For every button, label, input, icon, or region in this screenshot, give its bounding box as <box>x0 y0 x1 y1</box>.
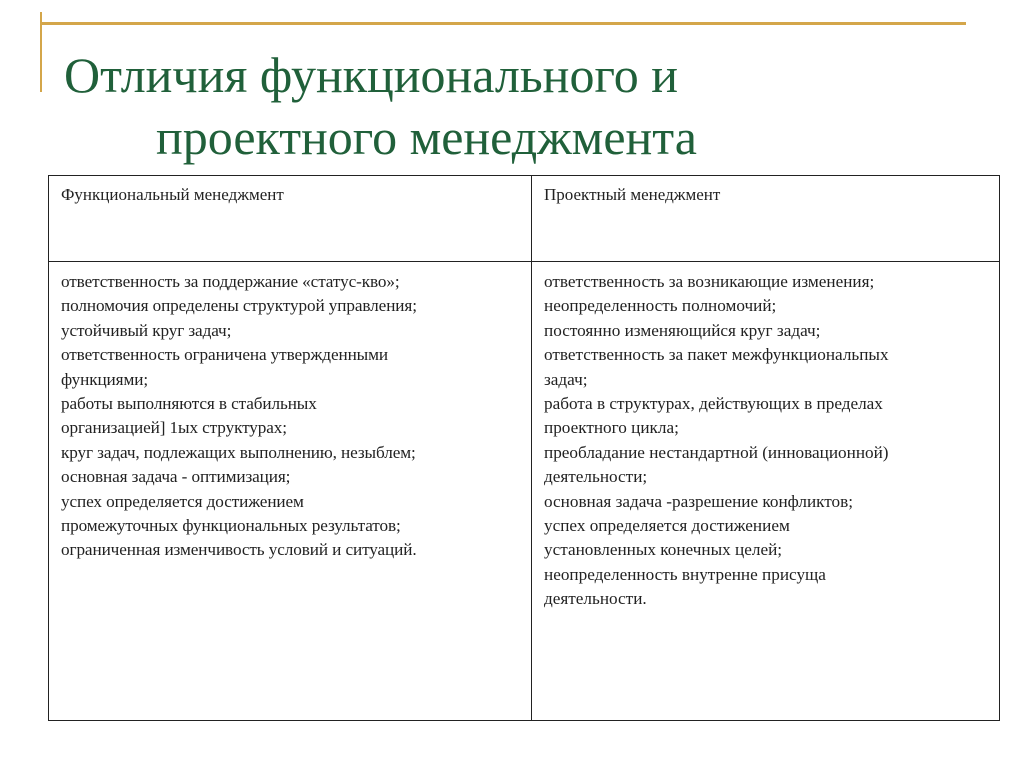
functional-line: устойчивый круг задач; <box>61 320 232 340</box>
project-line: ответственность за пакет межфункциональпых <box>544 345 889 365</box>
project-line: деятельности. <box>544 589 647 609</box>
project-line: постоянно изменяющийся круг задач; <box>544 320 821 340</box>
functional-line: успех определяется достижением <box>61 491 304 511</box>
project-line: неопределенность внутренне присуща <box>544 564 826 584</box>
slide-title-line-2: проектного менеджмента <box>156 109 697 165</box>
slide-title <box>64 44 964 168</box>
functional-line: полномочия определены структурой управления; <box>61 296 417 316</box>
accent-line-horizontal <box>40 22 966 25</box>
functional-line: круг задач, подлежащих выполнению, незыблем; <box>61 442 416 462</box>
accent-line-vertical <box>40 12 42 92</box>
slide-title-line-1: Отличия функционального и <box>64 47 678 103</box>
project-line: работа в структурах, действующих в пределах <box>544 394 883 414</box>
project-line: основная задача -разрешение конфликтов; <box>544 491 854 511</box>
project-line: задач; <box>544 369 588 389</box>
project-line: установленных конечных целей; <box>544 540 783 560</box>
comparison-table <box>48 175 1000 721</box>
functional-line: работы выполняются в стабильных <box>61 394 317 414</box>
header-functional-management: Функциональный менеджмент <box>49 176 532 262</box>
functional-management-cell <box>49 262 532 721</box>
project-line: деятельности; <box>544 467 648 487</box>
project-line: неопределенность полномочий; <box>544 296 777 316</box>
functional-line: основная задача - оптимизация; <box>61 467 291 487</box>
project-line: преобладание нестандартной (инновационной) <box>544 442 889 462</box>
functional-line: ответственность за поддержание «статус-кво»; <box>61 272 400 291</box>
functional-line: промежуточных функциональных результатов; <box>61 516 401 536</box>
project-management-cell <box>532 262 1000 721</box>
project-line: успех определяется достижением <box>544 516 790 536</box>
functional-line: ограниченная изменчивость условий и ситуаций. <box>61 540 417 560</box>
project-line: ответственность за возникающие изменения; <box>544 272 875 291</box>
functional-line: организацией] 1ых структурах; <box>61 418 287 438</box>
header-project-management: Проектный менеджмент <box>532 176 1000 262</box>
functional-line: ответственность ограничена утвержденными <box>61 345 388 365</box>
table-header-row <box>49 176 1000 262</box>
table-body-row <box>49 262 1000 721</box>
project-line: проектного цикла; <box>544 418 679 438</box>
functional-line: функциями; <box>61 369 149 389</box>
